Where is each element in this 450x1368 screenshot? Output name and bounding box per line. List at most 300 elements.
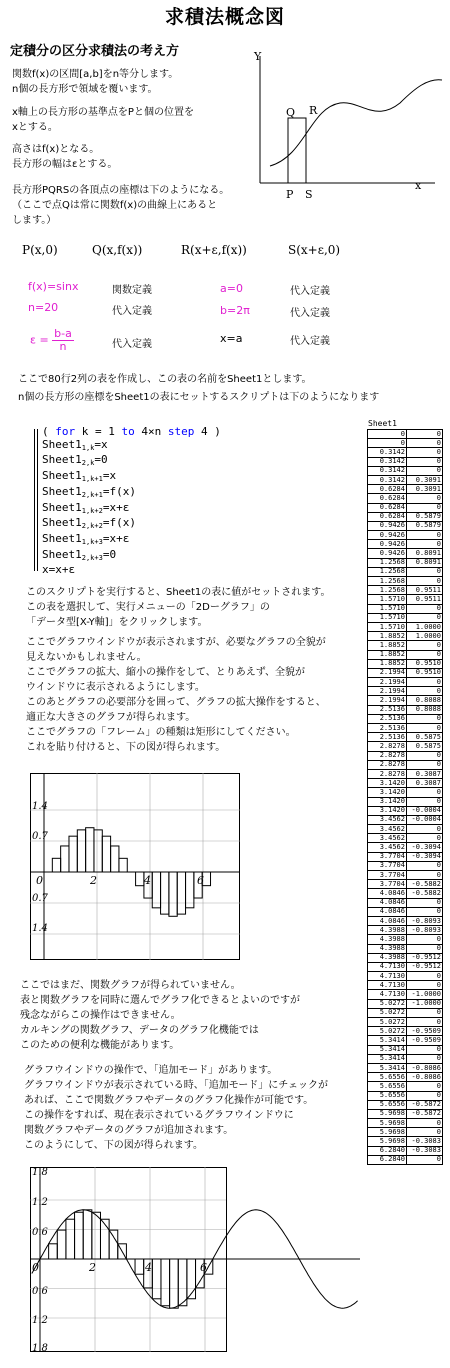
table-row: [368, 604, 443, 613]
sheet-cell-x[interactable]: 4.0846: [368, 907, 407, 916]
sheet-cell-x[interactable]: 0: [368, 430, 407, 439]
sheet-cell-y[interactable]: 0: [407, 788, 443, 797]
table-row: [368, 779, 443, 788]
sheet-cell-x[interactable]: 0.9426: [368, 549, 407, 558]
table-row: [368, 907, 443, 916]
table-row: [368, 1155, 443, 1164]
sheet-cell-y[interactable]: 0: [407, 430, 443, 439]
graph2-ytick-2: 1.2: [32, 1197, 48, 1208]
sheet-cell-x[interactable]: 5.3414: [368, 1045, 407, 1054]
sheet-cell-x[interactable]: 0.9426: [368, 531, 407, 540]
graph2-ytick-3: 0.6: [32, 1227, 48, 1238]
table-row: [368, 861, 443, 870]
sheet-cell-x[interactable]: 2.5136: [368, 733, 407, 742]
sheet-cell-y[interactable]: -0.8086: [407, 1073, 443, 1082]
table-row: [368, 834, 443, 843]
table-row: [368, 521, 443, 530]
def-eps-expr: [30, 328, 74, 353]
table-row: [368, 430, 443, 439]
def-eps-prefix: ε =: [30, 333, 49, 347]
sheet-cell-y[interactable]: 0: [407, 613, 443, 622]
sheet-cell-x[interactable]: 1.2568: [368, 586, 407, 595]
sheet-cell-y[interactable]: 0.3091: [407, 485, 443, 494]
sheet-cell-y[interactable]: 0.8091: [407, 549, 443, 558]
sheet-cell-y[interactable]: 0: [407, 1155, 443, 1164]
sheet-cell-x[interactable]: 3.1420: [368, 788, 407, 797]
sheet-cell-y[interactable]: -0.9509: [407, 1027, 443, 1036]
table-row: [368, 724, 443, 733]
sheet-cell-x[interactable]: 0: [368, 439, 407, 448]
sheet-cell-x[interactable]: 5.3414: [368, 1036, 407, 1045]
def-a-desc: 代入定義: [290, 286, 330, 297]
sheet-cell-x[interactable]: 4.0846: [368, 916, 407, 925]
script-line-8: $Sheet1_{2,k+3}=0$: [42, 547, 117, 562]
table-row: [368, 540, 443, 549]
sheet-cell-x[interactable]: 4.7130: [368, 981, 407, 990]
def-eps-numerator: b-a: [54, 327, 72, 340]
sheet-cell-y[interactable]: 0: [407, 907, 443, 916]
script-line-1: $Sheet1_{1,k}=x$: [42, 437, 108, 452]
graph2-xtick-0: 0: [32, 1261, 39, 1274]
sheet-cell-y[interactable]: 0: [407, 724, 443, 733]
script-line-5: $Sheet1_{1,k+2}=x+\varepsilon$: [42, 500, 130, 515]
table-row: [368, 990, 443, 999]
def-eps-desc: 代入定義: [112, 339, 152, 350]
graph1-ytick-4: 1.4: [32, 923, 48, 934]
sheet-cell-x[interactable]: 2.8278: [368, 760, 407, 769]
table-row: [368, 641, 443, 650]
table-row: [368, 981, 443, 990]
sheet-cell-x[interactable]: 2.1994: [368, 696, 407, 705]
concept-s-label: S: [305, 188, 313, 201]
table-note-2: n個の長方形の座標をSheet1の表にセットするスクリプトは下のようになります: [18, 392, 380, 403]
coord-q: Q(x,f(x)): [92, 243, 143, 257]
sheet-cell-x[interactable]: 3.4562: [368, 815, 407, 824]
table-row: [368, 448, 443, 457]
sheet-cell-x[interactable]: 0.9426: [368, 540, 407, 549]
table-row: [368, 1146, 443, 1155]
sheet-cell-x[interactable]: 5.6556: [368, 1082, 407, 1091]
sheet-cell-x[interactable]: 1.2568: [368, 577, 407, 586]
table-row: [368, 1082, 443, 1091]
sheet-cell-x[interactable]: 3.4562: [368, 843, 407, 852]
sheet-cell-x[interactable]: 2.1994: [368, 668, 407, 677]
sheet-cell-y[interactable]: -0.9512: [407, 953, 443, 962]
script-line-last: x=x+ε: [42, 563, 76, 577]
graph2-xtick-4: 4: [145, 1261, 152, 1274]
sheet-cell-y[interactable]: 0: [407, 1018, 443, 1027]
sheet-cell-x[interactable]: 3.4562: [368, 834, 407, 843]
sheet-cell-y[interactable]: 0: [407, 448, 443, 457]
sheet-cell-x[interactable]: 1.5710: [368, 604, 407, 613]
sheet-cell-x[interactable]: 1.8852: [368, 632, 407, 641]
sheet-cell-y[interactable]: 0: [407, 760, 443, 769]
sheet-cell-x[interactable]: 0.3142: [368, 457, 407, 466]
sheet-cell-y[interactable]: 1.0000: [407, 632, 443, 641]
sheet-cell-y[interactable]: 0: [407, 1082, 443, 1091]
table-row: [368, 944, 443, 953]
sheet-cell-x[interactable]: 0.6284: [368, 512, 407, 521]
sheet-cell-y[interactable]: 0.3087: [407, 769, 443, 778]
table-row: [368, 549, 443, 558]
sheet-cell-y[interactable]: 0: [407, 687, 443, 696]
table-row: [368, 632, 443, 641]
sheet-cell-x[interactable]: 5.0272: [368, 999, 407, 1008]
table-row: [368, 806, 443, 815]
sheet-cell-x[interactable]: 4.7130: [368, 972, 407, 981]
sheet-cell-y[interactable]: 0.9511: [407, 595, 443, 604]
graph1-ytick-2: 0.7: [32, 831, 48, 842]
sheet-cell-x[interactable]: 5.9698: [368, 1109, 407, 1118]
graph2-ytick-4: 0.6: [32, 1286, 48, 1297]
concept-y-label: Y: [254, 50, 262, 63]
middle-paragraph-2: グラフウインドウの操作で、「追加モード」があります。 グラフウインドウが表示されている時、「追加モード」にチェックが あれば、ここで関数グラフやデータのグラフ化操作が可能です。 この操作をすれば、現在表示されているグラフウインドウに 関数グラフやデータのグラフが追加されます。 このようにして、下の図が得られます。: [24, 1065, 328, 1151]
def-eps-denominator: n: [59, 340, 67, 353]
table-row: [368, 1008, 443, 1017]
sheet-cell-x[interactable]: 3.1420: [368, 797, 407, 806]
intro-paragraph-3: 高さはf(x)となる。 長方形の幅はεとする。: [12, 144, 118, 170]
sheet-cell-y[interactable]: 0.3091: [407, 475, 443, 484]
sheet-cell-x[interactable]: 1.2568: [368, 558, 407, 567]
sheet-cell-x[interactable]: 1.5710: [368, 595, 407, 604]
sheet-cell-y[interactable]: -0.9509: [407, 1036, 443, 1045]
sheet-cell-x[interactable]: 5.0272: [368, 1027, 407, 1036]
intro-paragraph-2: x軸上の長方形の基準点をPと個の位置を xとする。: [12, 107, 194, 133]
sheet-cell-x[interactable]: 2.8278: [368, 742, 407, 751]
table-row: [368, 871, 443, 880]
table-row: [368, 769, 443, 778]
def-fx-desc: 関数定義: [112, 285, 152, 296]
sheet-cell-y[interactable]: 0: [407, 439, 443, 448]
sheet-cell-y[interactable]: 0: [407, 1128, 443, 1137]
sheet-cell-y[interactable]: 0: [407, 935, 443, 944]
concept-figure: [250, 48, 445, 208]
sheet-cell-x[interactable]: 1.5710: [368, 613, 407, 622]
table-row: [368, 797, 443, 806]
sheet-cell-y[interactable]: -1.0000: [407, 990, 443, 999]
table-row: [368, 953, 443, 962]
graph2: [30, 1167, 360, 1352]
sheet-cell-y[interactable]: -0.5882: [407, 880, 443, 889]
sheet-cell-x[interactable]: 0.3142: [368, 448, 407, 457]
sheet-cell-y[interactable]: -0.5872: [407, 1100, 443, 1109]
table-row: [368, 1109, 443, 1118]
sheet-cell-y[interactable]: 0.8088: [407, 705, 443, 714]
table-row: [368, 1027, 443, 1036]
concept-q-label: Q: [286, 106, 296, 119]
graph2-xtick-2: 2: [89, 1261, 96, 1274]
sheet-cell-x[interactable]: 5.9698: [368, 1128, 407, 1137]
graph2-ytick-6: 1.8: [32, 1343, 48, 1352]
table-row: [368, 898, 443, 907]
sheet-cell-y[interactable]: 0.9510: [407, 659, 443, 668]
table-row: [368, 742, 443, 751]
def-n-desc: 代入定義: [112, 306, 152, 317]
table-row: [368, 1137, 443, 1146]
sheet-cell-y[interactable]: -0.3083: [407, 1146, 443, 1155]
table-row: [368, 751, 443, 760]
table-row: [368, 733, 443, 742]
table-row: [368, 788, 443, 797]
sheet-cell-x[interactable]: 6.2840: [368, 1155, 407, 1164]
after-script-paragraph-1: このスクリプトを実行すると、Sheet1の表に値がセットされます。 この表を選択して、実行メニューの「2Dーグラフ」の 「データ型[X-Y軸]」をクリックします。: [26, 587, 331, 628]
script-line-6: $Sheet1_{2,k+2}=f(x)$: [42, 516, 136, 531]
table-row: [368, 705, 443, 714]
sheet-cell-y[interactable]: 0: [407, 714, 443, 723]
sheet-cell-x[interactable]: 1.8852: [368, 650, 407, 659]
sheet-cell-x[interactable]: 5.3414: [368, 1054, 407, 1063]
sheet-cell-x[interactable]: 3.7704: [368, 871, 407, 880]
sheet-cell-y[interactable]: 0: [407, 577, 443, 586]
sheet-cell-y[interactable]: 0: [407, 1054, 443, 1063]
table-row: [368, 586, 443, 595]
def-b-expr: b=2π: [220, 304, 250, 317]
table-row: [368, 595, 443, 604]
sheet-cell-x[interactable]: 0.6284: [368, 494, 407, 503]
table-row: [368, 503, 443, 512]
graph1-ytick-1: 1.4: [32, 801, 48, 812]
sheet-cell-y[interactable]: -0.0004: [407, 815, 443, 824]
sheet-cell-y[interactable]: 0.5879: [407, 521, 443, 530]
sheet-cell-y[interactable]: 0: [407, 898, 443, 907]
sheet-cell-y[interactable]: 0.8091: [407, 558, 443, 567]
sheet-cell-y[interactable]: -0.8086: [407, 1063, 443, 1072]
table-row: [368, 1054, 443, 1063]
sheet-cell-y[interactable]: 0.9510: [407, 668, 443, 677]
sheet-cell-y[interactable]: -0.5872: [407, 1109, 443, 1118]
table-row: [368, 558, 443, 567]
sheet-cell-y[interactable]: 0.5875: [407, 733, 443, 742]
sheet-cell-y[interactable]: 0.5879: [407, 512, 443, 521]
coord-p: P(x,0): [22, 243, 58, 257]
sheet-cell-y[interactable]: -0.3094: [407, 852, 443, 861]
sheet-cell-x[interactable]: 4.7130: [368, 990, 407, 999]
sheet-cell-x[interactable]: 0.3142: [368, 475, 407, 484]
table-row: [368, 1100, 443, 1109]
sheet-cell-x[interactable]: 5.9698: [368, 1119, 407, 1128]
sheet-cell-x[interactable]: 2.8278: [368, 769, 407, 778]
def-b-desc: 代入定義: [290, 308, 330, 319]
sheet-title: Sheet1: [368, 419, 397, 428]
def-a-expr: a=0: [220, 282, 243, 295]
table-row: [368, 926, 443, 935]
sheet-cell-x[interactable]: 3.1420: [368, 779, 407, 788]
sheet-cell-y[interactable]: 0.9511: [407, 586, 443, 595]
sheet-cell-y[interactable]: 0: [407, 457, 443, 466]
sheet-cell-x[interactable]: 3.7704: [368, 861, 407, 870]
table-row: [368, 825, 443, 834]
sheet-cell-y[interactable]: 0: [407, 751, 443, 760]
sheet-cell-x[interactable]: 2.1994: [368, 678, 407, 687]
table-row: [368, 512, 443, 521]
table-row: [368, 531, 443, 540]
table-row: [368, 935, 443, 944]
sheet-cell-y[interactable]: 0: [407, 972, 443, 981]
sheet-cell-x[interactable]: 3.1420: [368, 806, 407, 815]
intro-paragraph-1: 関数f(x)の区間[a,b]をn等分します。 n個の長方形で領域を覆います。: [12, 69, 179, 95]
sheet-cell-x[interactable]: 4.0846: [368, 898, 407, 907]
def-n-expr: n=20: [28, 301, 59, 314]
sheet-cell-y[interactable]: 0: [407, 503, 443, 512]
sheet-cell-x[interactable]: 2.5136: [368, 705, 407, 714]
sheet-cell-y[interactable]: 0: [407, 825, 443, 834]
coord-s: S(x+ε,0): [288, 243, 341, 257]
table-row: [368, 972, 443, 981]
sheet-cell-y[interactable]: 0: [407, 1119, 443, 1128]
table-row: [368, 1045, 443, 1054]
sheet-cell-x[interactable]: 0.9426: [368, 521, 407, 530]
sheet-cell-y[interactable]: 0: [407, 567, 443, 576]
sheet-cell-y[interactable]: 0.8088: [407, 696, 443, 705]
sheet-cell-y[interactable]: -0.3094: [407, 843, 443, 852]
sheet-cell-y[interactable]: 0.3087: [407, 779, 443, 788]
sheet-table: [367, 429, 443, 1165]
table-row: [368, 999, 443, 1008]
sheet-cell-x[interactable]: 4.0846: [368, 889, 407, 898]
table-row: [368, 650, 443, 659]
def-x-desc: 代入定義: [290, 336, 330, 347]
page-title: 求積法概念図: [164, 6, 285, 28]
script-loop-header: ( for k = 1 to 4×n step 4 ): [42, 425, 221, 438]
table-row: [368, 916, 443, 925]
sheet-cell-y[interactable]: 0: [407, 540, 443, 549]
sheet-cell-x[interactable]: 4.7130: [368, 962, 407, 971]
sheet-cell-y[interactable]: 1.0000: [407, 622, 443, 631]
graph1-xtick-4: 4: [144, 874, 151, 887]
graph1: [30, 773, 240, 960]
table-row: [368, 485, 443, 494]
sheet-cell-x[interactable]: 5.9698: [368, 1137, 407, 1146]
sheet-cell-x[interactable]: 5.6556: [368, 1091, 407, 1100]
sheet-cell-x[interactable]: 4.3988: [368, 944, 407, 953]
sheet-cell-y[interactable]: -0.3083: [407, 1137, 443, 1146]
sheet-cell-y[interactable]: -0.8093: [407, 926, 443, 935]
table-row: [368, 962, 443, 971]
sheet-cell-y[interactable]: 0: [407, 1008, 443, 1017]
table-row: [368, 1018, 443, 1027]
graph1-xtick-0: 0: [36, 874, 43, 887]
sheet-cell-y[interactable]: 0: [407, 1091, 443, 1100]
table-row: [368, 1091, 443, 1100]
sheet-cell-y[interactable]: 0: [407, 834, 443, 843]
table-row: [368, 1128, 443, 1137]
concept-x-label: x: [415, 179, 422, 192]
sheet-cell-x[interactable]: 1.8852: [368, 659, 407, 668]
table-row: [368, 714, 443, 723]
table-row: [368, 439, 443, 448]
sheet-cell-x[interactable]: 4.3988: [368, 926, 407, 935]
sheet-cell-x[interactable]: 2.1994: [368, 687, 407, 696]
table-note-1: ここで80行2列の表を作成し、この表の名前をSheet1とします。: [18, 374, 312, 385]
table-row: [368, 889, 443, 898]
sheet-cell-y[interactable]: 0: [407, 531, 443, 540]
sheet-cell-x[interactable]: 5.0272: [368, 1018, 407, 1027]
sheet-cell-y[interactable]: 0: [407, 650, 443, 659]
sheet-cell-x[interactable]: 0.3142: [368, 466, 407, 475]
concept-rectangle: [288, 118, 306, 183]
sheet-cell-y[interactable]: -0.9512: [407, 962, 443, 971]
table-row: [368, 1073, 443, 1082]
table-row: [368, 457, 443, 466]
table-row: [368, 1119, 443, 1128]
sheet-cell-x[interactable]: 0.6284: [368, 485, 407, 494]
sheet-cell-y[interactable]: 0: [407, 981, 443, 990]
sheet-cell-y[interactable]: 0: [407, 797, 443, 806]
sheet-cell-x[interactable]: 5.0272: [368, 1008, 407, 1017]
sheet-cell-x[interactable]: 5.3414: [368, 1063, 407, 1072]
sheet-cell-y[interactable]: 0: [407, 641, 443, 650]
sheet-cell-x[interactable]: 2.5136: [368, 724, 407, 733]
graph1-xtick-6: 6: [197, 874, 204, 887]
table-row: [368, 494, 443, 503]
sheet-cell-y[interactable]: -1.0000: [407, 999, 443, 1008]
sheet-cell-x[interactable]: 4.3988: [368, 935, 407, 944]
graph2-ytick-5: 1.2: [32, 1315, 48, 1326]
sheet-cell-x[interactable]: 6.2840: [368, 1146, 407, 1155]
sheet-cell-x[interactable]: 2.8278: [368, 751, 407, 760]
sheet-cell-y[interactable]: 0: [407, 678, 443, 687]
after-script-paragraph-2: ここでグラフウインドウが表示されますが、必要なグラフの全貌が 見えないかもしれません。 ここでグラフの拡大、縮小の操作をして、とりあえず、全貌が ウインドウに表示されるようにします。 このあとグラフの必要部分を囲って、グラフの拡大操作をすると、 適正な大きさのグラフが得られます。 ここでグラフの「フレーム」の種類は矩形にしてください。 これを貼り付けると、下の図が得られます。: [26, 637, 326, 753]
table-row: [368, 760, 443, 769]
script-line-7: $Sheet1_{1,k+3}=x+\varepsilon$: [42, 531, 130, 546]
table-row: [368, 678, 443, 687]
graph2-xtick-6: 6: [200, 1261, 207, 1274]
sheet-cell-x[interactable]: 5.6556: [368, 1100, 407, 1109]
sheet-cell-y[interactable]: 0: [407, 871, 443, 880]
graph1-frame: [31, 774, 240, 960]
sheet-cell-y[interactable]: 0: [407, 1045, 443, 1054]
sheet-cell-y[interactable]: 0: [407, 466, 443, 475]
sheet-cell-x[interactable]: 3.7704: [368, 880, 407, 889]
table-row: [368, 1036, 443, 1045]
sheet-cell-x[interactable]: 3.4562: [368, 825, 407, 834]
table-row: [368, 843, 443, 852]
sheet-cell-y[interactable]: 0.5875: [407, 742, 443, 751]
sheet-cell-x[interactable]: 1.2568: [368, 567, 407, 576]
sheet-cell-x[interactable]: 2.5136: [368, 714, 407, 723]
script-block: [34, 426, 219, 577]
intro-paragraph-4: 長方形PQRSの各頂点の座標は下のようになる。 （ここで点Qは常に関数f(x)の曲線上にあると します。）: [12, 185, 230, 226]
table-row: [368, 880, 443, 889]
def-eps-fraction: [52, 328, 74, 353]
sheet-cell-y[interactable]: 0: [407, 604, 443, 613]
sheet-cell-y[interactable]: -0.5882: [407, 889, 443, 898]
graph1-xtick-2: 2: [90, 874, 97, 887]
sheet-cell-y[interactable]: -0.8093: [407, 916, 443, 925]
concept-p-label: P: [286, 188, 294, 201]
table-row: [368, 466, 443, 475]
def-fx-expr: f(x)=sinx: [28, 280, 79, 293]
sheet-cell-x[interactable]: 4.3988: [368, 953, 407, 962]
table-row: [368, 613, 443, 622]
sheet-cell-y[interactable]: 0: [407, 861, 443, 870]
sheet-cell-y[interactable]: 0: [407, 494, 443, 503]
graph1-ytick-3: 0.7: [32, 893, 48, 904]
table-row: [368, 475, 443, 484]
sheet-cell-x[interactable]: 5.6556: [368, 1073, 407, 1082]
sheet-cell-x[interactable]: 1.5710: [368, 622, 407, 631]
sheet-cell-x[interactable]: 1.8852: [368, 641, 407, 650]
sheet-cell-x[interactable]: 3.7704: [368, 852, 407, 861]
sheet-cell-x[interactable]: 0.6284: [368, 503, 407, 512]
concept-curve: [270, 80, 442, 166]
table-row: [368, 852, 443, 861]
script-line-3: $Sheet1_{1,k+1}=x$: [42, 469, 117, 484]
table-row: [368, 577, 443, 586]
script-line-4: $Sheet1_{2,k+1}=f(x)$: [42, 484, 136, 499]
sheet-cell-y[interactable]: 0: [407, 944, 443, 953]
sheet-cell-y[interactable]: -0.0004: [407, 806, 443, 815]
